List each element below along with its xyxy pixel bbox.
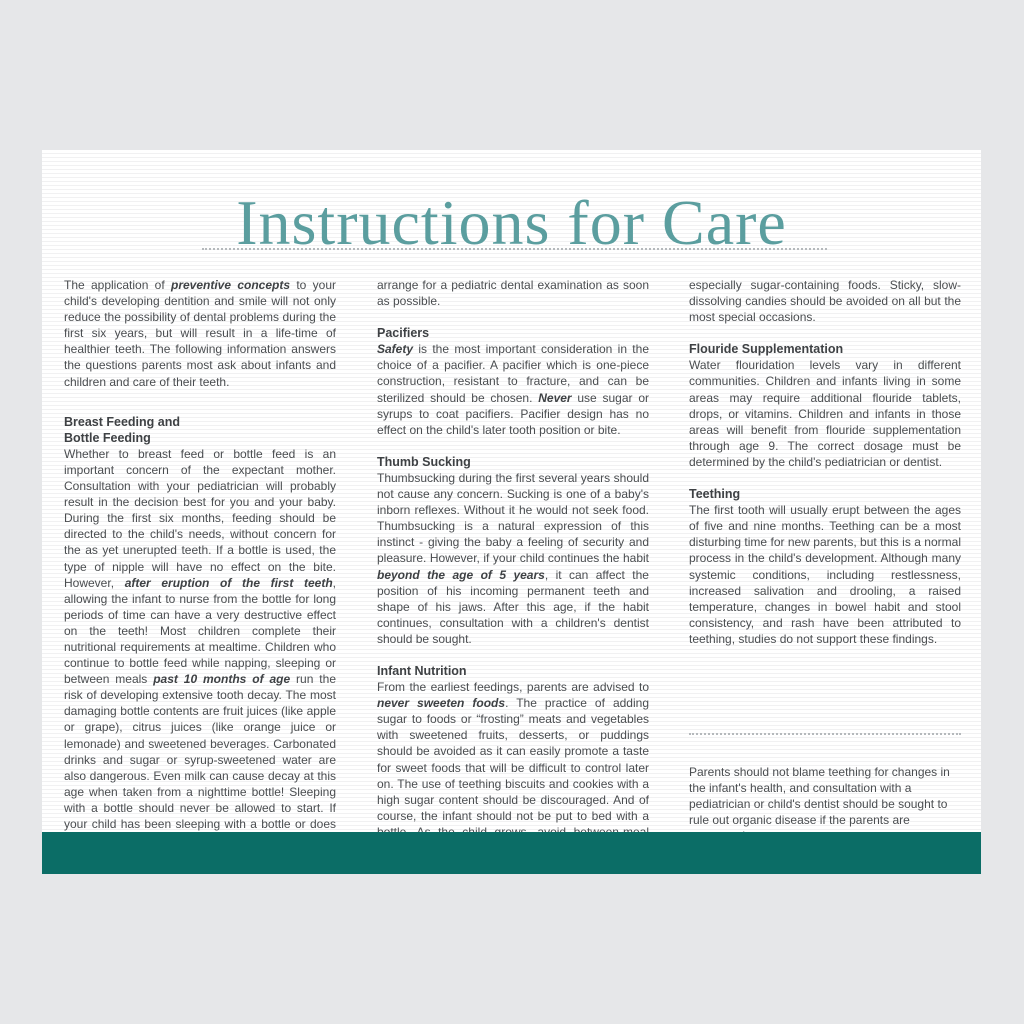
emphasis-age-5: beyond the age of 5 years xyxy=(377,567,545,582)
emphasis-first-teeth: after eruption of the first teeth xyxy=(124,575,333,590)
intro-text: The application of xyxy=(64,278,171,292)
intro-emphasis: preventive concepts xyxy=(171,278,291,292)
section-heading-teething: Teething xyxy=(689,487,741,502)
emphasis-safety: Safety xyxy=(377,342,414,357)
emphasis-never-sweeten: never sweeten foods xyxy=(377,696,506,711)
section-heading-pacifiers: Pacifiers xyxy=(377,326,430,341)
teething-note: Parents should not blame teething for changes in the infant's health, and consultation with a pediatrician or child's dentist should be sought to rule out organic disease if the parents are xyxy=(689,765,950,828)
continued-paragraph-col3: especially sugar-containing foods. Sticky, slow-dissolving candies should be avoided on all but the most special occasions. xyxy=(689,278,961,325)
flouride-paragraph: Water flouridation levels vary in different communities. Children and infants living in some areas may require additional flouride tablets, drops, or vitamins. Children and infants in those areas will benefit from flouride supplementation through age 9. The correct dosage must be determined by the child's pediatrician or dentist. xyxy=(689,358,961,469)
thumb-sucking-paragraph: Thumbsucking during the first several years should not cause any concern. Sucking is one of a baby's inborn reflexes. Without it he would not seek food. Thumbsucking is a natural expression of this instinct - giving the baby a feeling of security and pleasure. However, if your child continues the habit beyond the age of 5 years, it can affect the position of his incoming permanent teeth and shape of his jaws. After this age, if the habit continues, consultation with a children's dentist should be sought. xyxy=(377,470,649,646)
column-1 xyxy=(64,277,336,848)
care-card xyxy=(42,150,981,874)
title-dotted-divider xyxy=(202,248,827,250)
pacifiers-paragraph: Safety is the most important consideration in the choice of a pacifier. A pacifier which is one-piece construction, resistant to fracture, and can be sterilized should be chosen. Never use sugar or syrups to coat pacifiers. Pacifier design has no effect on the child's later tooth position or bite. xyxy=(377,342,649,437)
emphasis-never: Never xyxy=(538,390,572,405)
section-heading-flouride: Flouride Supplementation xyxy=(689,342,844,357)
infant-nutrition-paragraph: From the earliest feedings, parents are advised to never sweeten foods. The practice of adding sugar to foods or “frosting” meats and vegetables with sweetened fruits, desserts, or puddings should be avoided as it can easily promote a taste for sweet foods that will be difficult to control later on. The use of teething biscuits and cookies with a high sugar content should be discouraged. And of course, the infant should not be put to bed with a xyxy=(377,680,649,823)
column-3 xyxy=(689,277,961,647)
intro-paragraph xyxy=(64,277,336,390)
section-heading-breast-feeding: Breast Feeding and Bottle Feeding xyxy=(64,414,180,445)
teething-paragraph: The first tooth will usually erupt between the ages of five and nine months. Teething can be a most disturbing time for new parents, but this is a normal process in the child's development. Although many systemic conditions, including restlessness, increased salivation and drooling, a raised temperature, changes in bowel habit and stool consistency, and rash have been attributed to teething, studies do not support these findings. xyxy=(689,503,961,646)
section-heading-infant-nutrition: Infant Nutrition xyxy=(377,663,467,678)
intro-text-cont: to your child's developing dentition and smile will not only reduce the possibility of dental problems during the first six years, but will result in a life-time of healthier teeth. The following information answers the questions parents most ask about infants and children and care of their teeth. xyxy=(64,278,337,389)
continued-paragraph: arrange for a pediatric dental examination as soon as possible. xyxy=(377,278,649,309)
note-dotted-divider xyxy=(689,733,961,735)
section-heading-thumb-sucking: Thumb Sucking xyxy=(377,454,471,469)
breast-feeding-paragraph: Whether to breast feed or bottle feed is an important concern of the expectant mother. Consultation with your pediatrician will probably result in the decision best for you and your baby. During the first six months, feeding should be directed to the child's needs, without concern for the as yet unerupted teeth. If a bottle is used, the type of nipple will have no effect on the bite. However, after eruption of the first teeth, allowing the infant to nurse from the bottle for long periods of time can have a very destructive effect on the teeth! Most children complete their nutritional requirements at mealtime. Children who continue to bottle feed while napping, sleeping or between meals past 10 months of age run the risk of developing extensive tooth decay. The most damaging bottle contents are fruit juices (like apple or grape), citrus juices (like orange juice or lemonade) and sweetened beverages. Carbonated drinks and sugar or syrup-sweetened water are also dangerous. Even milk can cause decay at this age when taken from a nighttime bottle! Sleeping with a bottle should never be allowed to start. If your child has been sleeping with a bottle or does xyxy=(64,446,336,831)
footer-bar xyxy=(42,832,981,874)
column-2 xyxy=(377,277,649,856)
page-title: Instructions for Care xyxy=(236,187,787,258)
emphasis-10-months: past 10 months of age xyxy=(153,672,291,687)
